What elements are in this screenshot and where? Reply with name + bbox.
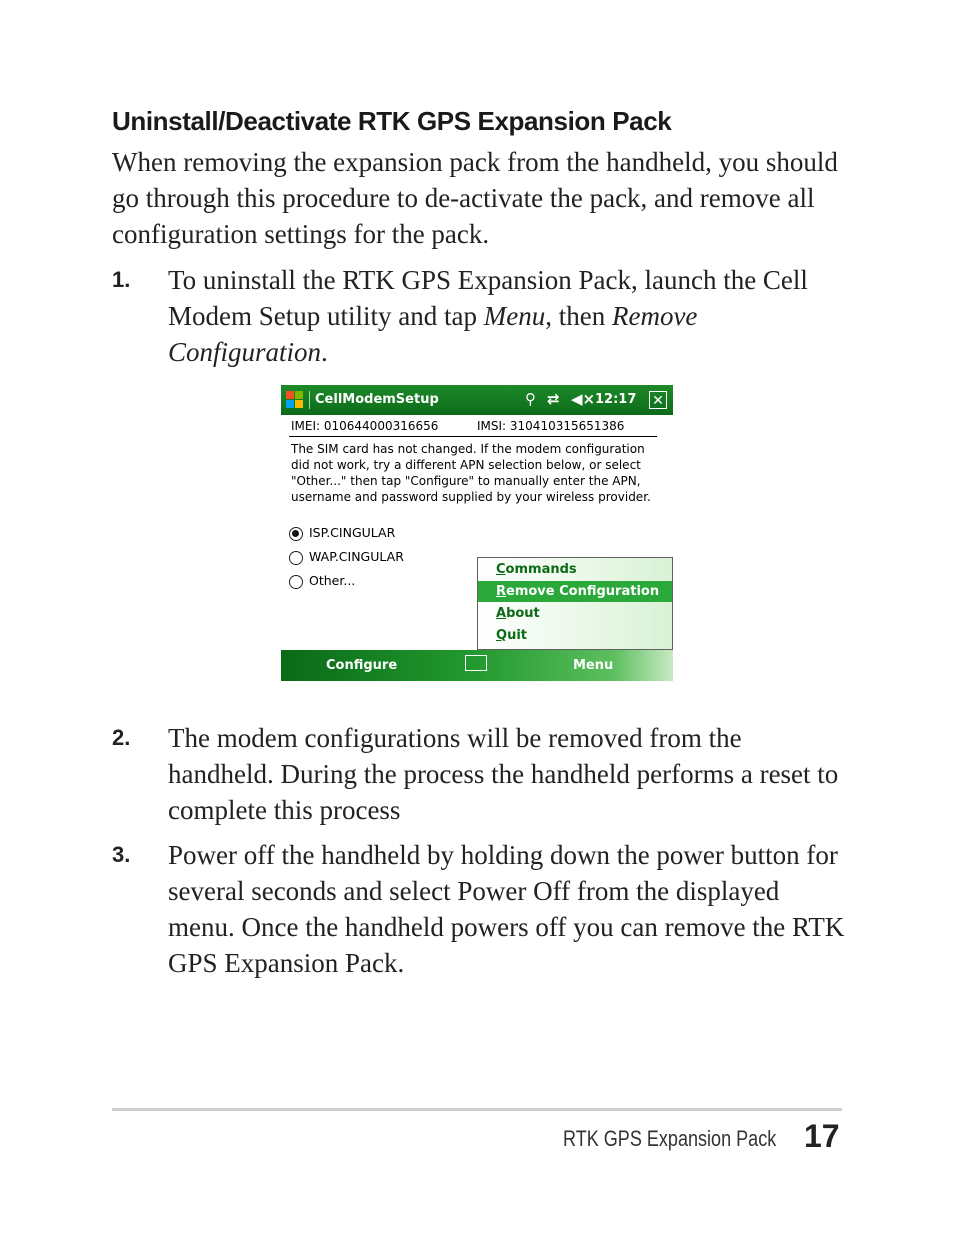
clock[interactable]: 12:17 [595, 392, 637, 407]
configure-softkey[interactable]: Configure [326, 658, 398, 673]
page-number: 17 [804, 1118, 840, 1154]
radio-unselected-icon[interactable] [289, 551, 303, 565]
imsi-label: IMSI: 310410315651386 [477, 419, 625, 433]
radio-wap-cingular[interactable]: WAP.CINGULAR [289, 549, 404, 565]
device-screenshot [281, 385, 673, 681]
keyboard-icon[interactable] [465, 655, 487, 671]
menu-item-remove-configuration[interactable]: Remove Configuration [478, 581, 672, 602]
radio-isp-cingular[interactable]: ISP.CINGULAR [289, 525, 395, 541]
step-number: 2. [112, 725, 131, 750]
radio-selected-icon[interactable] [289, 527, 303, 541]
section-heading: Uninstall/Deactivate RTK GPS Expansion Pack [112, 106, 672, 136]
imei-label: IMEI: 010644000316656 [291, 419, 439, 433]
popup-menu [477, 557, 673, 650]
status-message: The SIM card has not changed. If the modem configuration did not work, try a different APN selection below, or select "Other..." then tap "Configure" to manually enter the APN, username and password supplied by your wireless provider. [291, 442, 651, 504]
menu-softkey[interactable]: Menu [573, 658, 614, 673]
radio-unselected-icon[interactable] [289, 575, 303, 589]
close-button[interactable]: ✕ [649, 391, 667, 409]
intro-paragraph: When removing the expansion pack from the handheld, you should go through this procedure to de-activate the pack, and remove all configuration settings for the pack. [112, 147, 838, 249]
menu-item-commands[interactable]: Commands [496, 562, 577, 577]
step-number: 3. [112, 842, 131, 867]
step-2 [112, 720, 852, 828]
title-bar [281, 385, 673, 415]
menu-item-quit[interactable]: Quit [496, 628, 527, 643]
title-separator [309, 391, 310, 409]
step-text: To uninstall the RTK GPS Expansion Pack, launch the Cell Modem Setup utility and tap Menu, then Remove Configuration. [168, 265, 808, 367]
sync-arrows-icon[interactable]: ⇄ [547, 390, 560, 408]
footer-divider [112, 1108, 842, 1111]
step-1 [112, 262, 852, 370]
windows-start-icon[interactable] [286, 391, 304, 409]
step-3 [112, 837, 852, 981]
softkey-bar [281, 650, 673, 681]
menu-item-about[interactable]: About [496, 606, 540, 621]
step-number: 1. [112, 267, 131, 292]
step-text: The modem configurations will be removed from the handheld. During the process the handheld performs a reset to complete this process [168, 723, 839, 825]
footer-title: RTK GPS Expansion Pack [563, 1126, 777, 1151]
step-text: Power off the handheld by holding down the power button for several seconds and select Power Off from the displayed menu. Once the handheld powers off you can remove the RTK GPS Expansion Pack. [168, 840, 845, 978]
header-divider [289, 436, 657, 437]
app-title: CellModemSetup [315, 392, 439, 407]
menu-term: Menu [483, 301, 546, 331]
radio-other[interactable]: Other... [289, 573, 355, 589]
antenna-icon[interactable]: ⚲ [525, 390, 536, 408]
speaker-muted-icon[interactable]: ◀× [571, 390, 596, 408]
remove-configuration-term: Remove Configuration [168, 301, 698, 367]
